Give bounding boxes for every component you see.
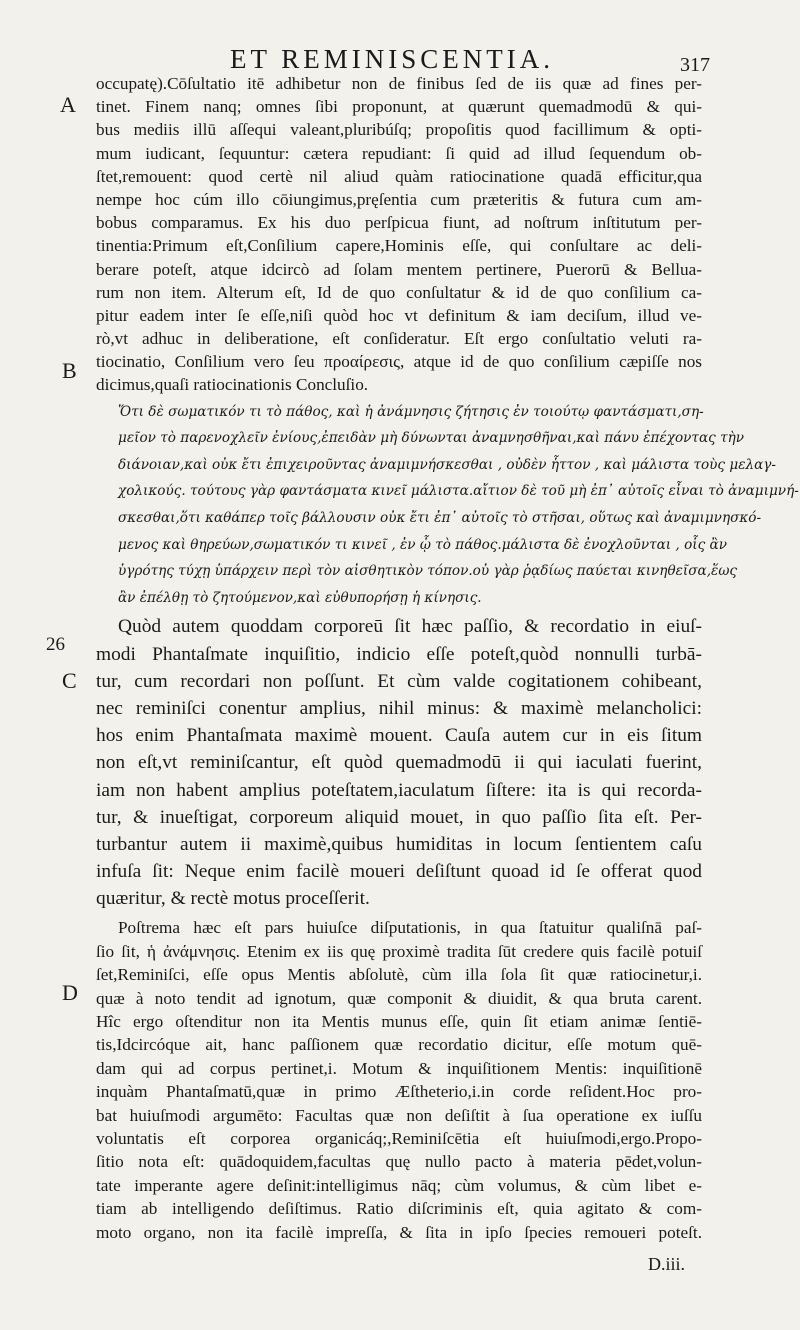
margin-marker-c: C: [62, 668, 77, 693]
text-line: tiocinatio, Conſilium vero ſeu προαίρεσις, atque id de quo conſilium cæpiſſe nos: [96, 352, 702, 372]
text-line: rum non item. Alterum eſt, Id de quo conſultatur & id de quo conſilium ca-: [96, 282, 702, 302]
text-line: pitur eadem inter ſe eſſe,niſi quòd hoc vt definitum & iam deciſum, illud ve-: [96, 305, 702, 325]
text-line: mum iudicant, ſequuntur: cætera repudiant: ſi quid ad illud ſequendum ob-: [96, 143, 702, 163]
text-line: tur, & inueſtigat, corporeum aliquid mouet, in quo paſſio ſita eſt. Per-: [96, 806, 702, 828]
text-line: rò,vt adhuc in deliberatione, eſt conſideratur. Eſt ergo conſultatio veluti ra-: [96, 329, 702, 349]
text-line: bobus comparamus. Ex his duo perſpicua fiunt, ad noſtrum inſtitutum per-: [96, 213, 702, 233]
latin-paragraph-1: [96, 72, 702, 397]
text-line: berare poteſt, atque idcircò ad ſolam mentem pertinere, Puerorū & Bellua-: [96, 259, 702, 279]
text-line: dicimus,quaſi ratiocinationis Concluſio.: [96, 375, 369, 395]
margin-marker-d: D: [62, 980, 78, 1005]
text-line: tur, cum recordari non poſſunt. Et cùm valde cogitationem cohibeant,: [96, 670, 702, 692]
text-line: Poſtrema hæc eſt pars huiuſce diſputationis, in qua ſtatuitur qualiſnā paſ-: [118, 918, 702, 938]
text-column: [96, 72, 799, 1244]
running-title: ET REMINISCENTIA.: [230, 44, 554, 74]
latin-commentary: [96, 916, 702, 1243]
text-line: turbantur autem ii maximè,quibus humiditas in locum ſentientem caſu: [96, 833, 702, 855]
text-line: ſet,Reminiſci, eſſe opus Mentis abſolutè, cùm illa ſola ſit quæ ratiocinetur,i.: [96, 965, 702, 985]
text-line: tis,Idcircóque ait, hanc paſſionem quæ recordatio dicitur, eſſe motum quē-: [96, 1035, 702, 1055]
text-line: dam qui ad corpus pertinet,i. Motum & inquiſitionem Mentis: inquiſitionē: [96, 1058, 702, 1078]
text-line: nempe hoc cúm illo cōiungimus,pręſentia cum præteritis & futura cum am-: [96, 189, 702, 209]
text-line: Hîc ergo oſtenditur non ita Mentis munus eſſe, quin ſit etiam animæ ſentiē-: [96, 1012, 702, 1031]
text-line: inquàm Phantaſmatū,quæ in primo Æſtheterio,i.in corde reſident.Hoc pro-: [96, 1082, 702, 1102]
text-line: hos enim Phantaſmata maximè mouent. Cauſa autem cur in eis ſitum: [96, 725, 702, 747]
greek-line: μενος καὶ θηρεύων,σωματικόν τι κινεῖ , ἐν ᾧ τὸ πάθος.μάλιστα δὲ ἐνοχλοῦνται , οἷς ἂν: [118, 536, 727, 553]
margin-marker-b: B: [62, 358, 77, 383]
greek-line: μεῖον τὸ παρενοχλεῖν ἐνίους,ἐπειδὰν μὴ δύνωνται ἀναμνησθῆναι,καὶ πάνυ ἐπέχοντας τὴν: [118, 430, 744, 447]
greek-line: ὑγρότης τύχῃ ὑπάρχειν περὶ τὸν αἰσθητικὸν τόπον.οὐ γὰρ ῥᾳδίως παύεται κινηθεῖσα,ἕως: [118, 563, 738, 580]
latin-translation: [96, 613, 702, 912]
text-line: bat huiuſmodi argumēto: Facultas quæ non deſiſtit à ſua operatione ex iuſſu: [96, 1105, 702, 1125]
greek-line: σκεσθαι,ὅτι καθάπερ τοῖς βάλλουσιν οὐκ ἔτι ἐπ᾽ αὐτοῖς τὸ στῆσαι, οὕτως καὶ ἀναμιμνησκό-: [118, 510, 762, 526]
text-line: voluntatis eſt corporea organicáq;,Reminiſcētia eſt huiuſmodi,ergo.Propo-: [96, 1128, 702, 1148]
margin-marker-a: A: [60, 92, 76, 117]
text-line: occupatę).Cōſultatio itē adhibetur non de finibus ſed de iis quæ ad fines per-: [96, 74, 702, 93]
greek-quotation: [96, 399, 799, 612]
text-line: tinet. Finem nanq; omnes ſibi proponunt, at quærunt quemadmodū & qui-: [96, 97, 702, 117]
section-number: 26: [46, 634, 65, 655]
greek-line: ἂν ἐπέλθῃ τὸ ζητούμενον,καὶ εὐθυπορήσῃ ἡ κίνησις.: [118, 589, 482, 606]
text-line: ſitio nota eſt: quādoquidem,facultas quę nullo pacto à materia pēdet,volun-: [96, 1152, 702, 1172]
greek-line: χολικούς. τούτους γὰρ φαντάσματα κινεῖ μάλιστα.αἴτιον δὲ τοῦ μὴ ἐπ᾽ αὐτοῖς εἶναι τὸ ἀναμιμνή-: [118, 483, 799, 500]
text-line: quæ à noto tendit ad ignotum, quæ componit & diuidit, & qua bruta carent.: [96, 988, 702, 1008]
text-line: tiam ab intelligendo deſiſtimus. Ratio diſcriminis eſt, quia agitato & com-: [96, 1199, 702, 1219]
text-line: modi Phantaſmate inquiſitio, indicio eſſe poteſt,quòd nonnulli turbā-: [96, 643, 702, 665]
text-line: ſtet,remouent: quod certè nil aliud quàm ratiocinatione quadā efficitur,qua: [96, 166, 702, 186]
text-line: moto organo, non ita facilè impreſſa, & ſita in ipſo ſpecies remoueri poteſt.: [96, 1222, 702, 1242]
text-line: quæritur, & rectè motus proceſſerit.: [96, 888, 370, 910]
text-line: bus mediis illū aſſequi valeant,pluribúſq; propoſitis quod facillimum & opti-: [96, 120, 702, 140]
text-line: infuſa ſit: Neque enim facilè moueri deſiſtunt quoad id ſe offerat quod: [96, 861, 702, 883]
greek-line: διάνοιαν,καὶ οὐκ ἔτι ἐπιχειροῦντας ἀναμιμνήσκεσθαι , οὐδὲν ἧττον , καὶ μάλιστα τοὺς μελαγ-: [118, 456, 777, 473]
text-line: ſio ſit, ἡ ἀνάμνησις. Etenim ex iis quę proximè tradita ſūt credere quis facilè potuiſ: [96, 941, 702, 961]
page-number: 317: [680, 54, 710, 76]
text-line: tate imperante agere deſinit:intelligimus nāq; cùm volumus, & cùm libet e-: [96, 1175, 702, 1195]
text-line: tinentia:Primum eſt,Conſilium capere,Hominis eſſe, qui conſultare ac deli-: [96, 236, 702, 256]
text-line: Quòd autem quoddam corporeū ſit hæc paſſio, & recordatio in eiuſ-: [118, 616, 702, 638]
signature-mark: D.iii.: [648, 1254, 686, 1274]
text-line: non eſt,vt reminiſcantur, eſt quòd quemadmodū ii qui iaculati fuerint,: [96, 752, 702, 774]
text-line: iam non habent amplius poteſtatem,iaculatum ſiſtere: ita is qui recorda-: [96, 779, 702, 801]
text-line: nec reminiſci conentur amplius, nihil minus: & maximè melancholici:: [96, 697, 702, 719]
greek-line: Ὅτι δὲ σωματικόν τι τὸ πάθος, καὶ ἡ ἀνάμνησις ζήτησις ἐν τοιούτῳ φαντάσματι,ση-: [118, 403, 704, 420]
